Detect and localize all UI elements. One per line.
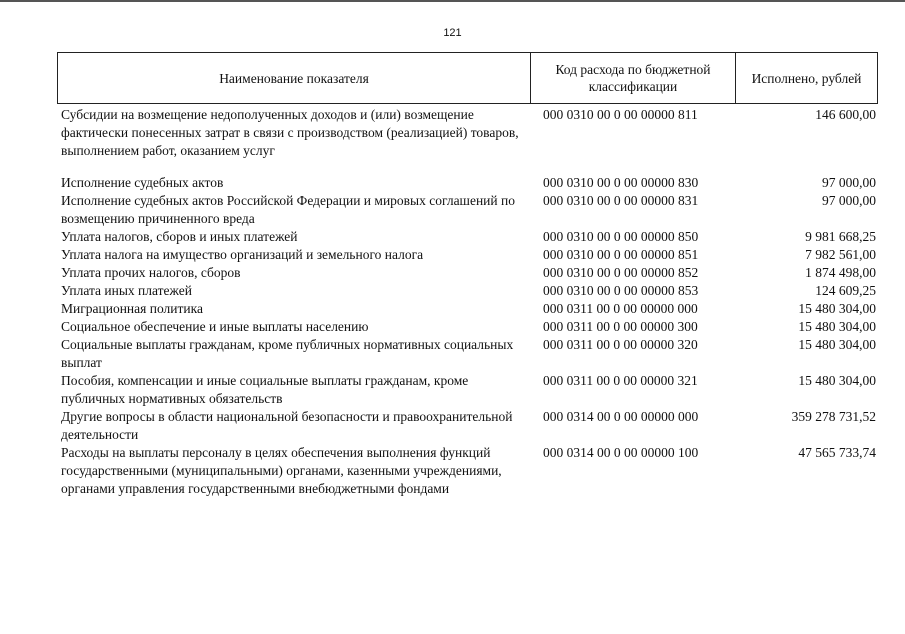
row-amount: 124 609,25 [815,283,876,298]
row-amount: 146 600,00 [815,107,876,122]
row-name: Уплата налога на имущество организаций и земельного налога [61,247,424,262]
header-name: Наименование показателя [58,53,531,103]
row-code: 000 0314 00 0 00 00000 000 [543,409,699,424]
table-row [57,300,878,318]
page-number: 121 [443,27,462,39]
row-code: 000 0310 00 0 00 00000 831 [543,193,699,208]
row-amount: 1 874 498,00 [805,265,876,280]
row-code: 000 0311 00 0 00 00000 000 [543,301,698,316]
table-row [57,264,878,282]
table-row [57,408,878,444]
row-code: 000 0310 00 0 00 00000 830 [543,175,699,190]
row-code: 000 0310 00 0 00 00000 852 [543,265,699,280]
row-amount: 47 565 733,74 [798,445,876,460]
table-row [57,246,878,264]
row-name: Миграционная политика [61,301,203,316]
row-code: 000 0311 00 0 00 00000 321 [543,373,698,388]
row-amount: 15 480 304,00 [798,337,876,352]
table-row [57,174,878,192]
row-amount: 15 480 304,00 [798,301,876,316]
row-amount: 15 480 304,00 [798,373,876,388]
row-amount: 97 000,00 [822,193,876,208]
row-spacer [57,160,878,174]
header-code: Код расхода по бюджетной классификации [531,53,736,103]
row-code: 000 0314 00 0 00 00000 100 [543,445,699,460]
row-name: Пособия, компенсации и иные социальные выплаты гражданам, кроме публичных нормативных обязательств [61,373,469,406]
row-name: Другие вопросы в области национальной безопасности и правоохранительной деятельности [61,409,513,442]
row-code: 000 0310 00 0 00 00000 851 [543,247,699,262]
table-row [57,192,878,228]
row-amount: 97 000,00 [822,175,876,190]
row-code: 000 0311 00 0 00 00000 320 [543,337,698,352]
table-row [57,282,878,300]
row-code: 000 0311 00 0 00 00000 300 [543,319,698,334]
table-row [57,372,878,408]
row-amount: 7 982 561,00 [805,247,876,262]
row-amount: 15 480 304,00 [798,319,876,334]
row-code: 000 0310 00 0 00 00000 811 [543,107,698,122]
table-body [57,106,878,498]
row-name: Социальное обеспечение и иные выплаты населению [61,319,369,334]
row-name: Социальные выплаты гражданам, кроме публичных нормативных социальных выплат [61,337,514,370]
row-code: 000 0310 00 0 00 00000 850 [543,229,699,244]
row-name: Исполнение судебных актов [61,175,224,190]
table-row [57,444,878,498]
row-name: Расходы на выплаты персоналу в целях обеспечения выполнения функций государственными (муниципальными) органами, казенными учреждениями, органами управления государственными внебюджетными фондами [61,445,502,496]
page-top-border [0,0,905,2]
table-row [57,228,878,246]
header-amount: Исполнено, рублей [751,70,862,86]
row-name: Субсидии на возмещение недополученных доходов и (или) возмещение фактически понесенных затрат в связи с производством (реализацией) товаров, выполнением работ, оказанием услуг [61,107,519,158]
table-row [57,318,878,336]
row-name: Уплата иных платежей [61,283,192,298]
row-name: Исполнение судебных актов Российской Федерации и мировых соглашений по возмещению причиненного вреда [61,193,515,226]
row-code: 000 0310 00 0 00 00000 853 [543,283,699,298]
row-amount: 9 981 668,25 [805,229,876,244]
table-header [57,52,878,104]
row-name: Уплата прочих налогов, сборов [61,265,241,280]
table-row [57,336,878,372]
table-row [57,106,878,160]
row-amount: 359 278 731,52 [791,409,876,424]
row-name: Уплата налогов, сборов и иных платежей [61,229,298,244]
